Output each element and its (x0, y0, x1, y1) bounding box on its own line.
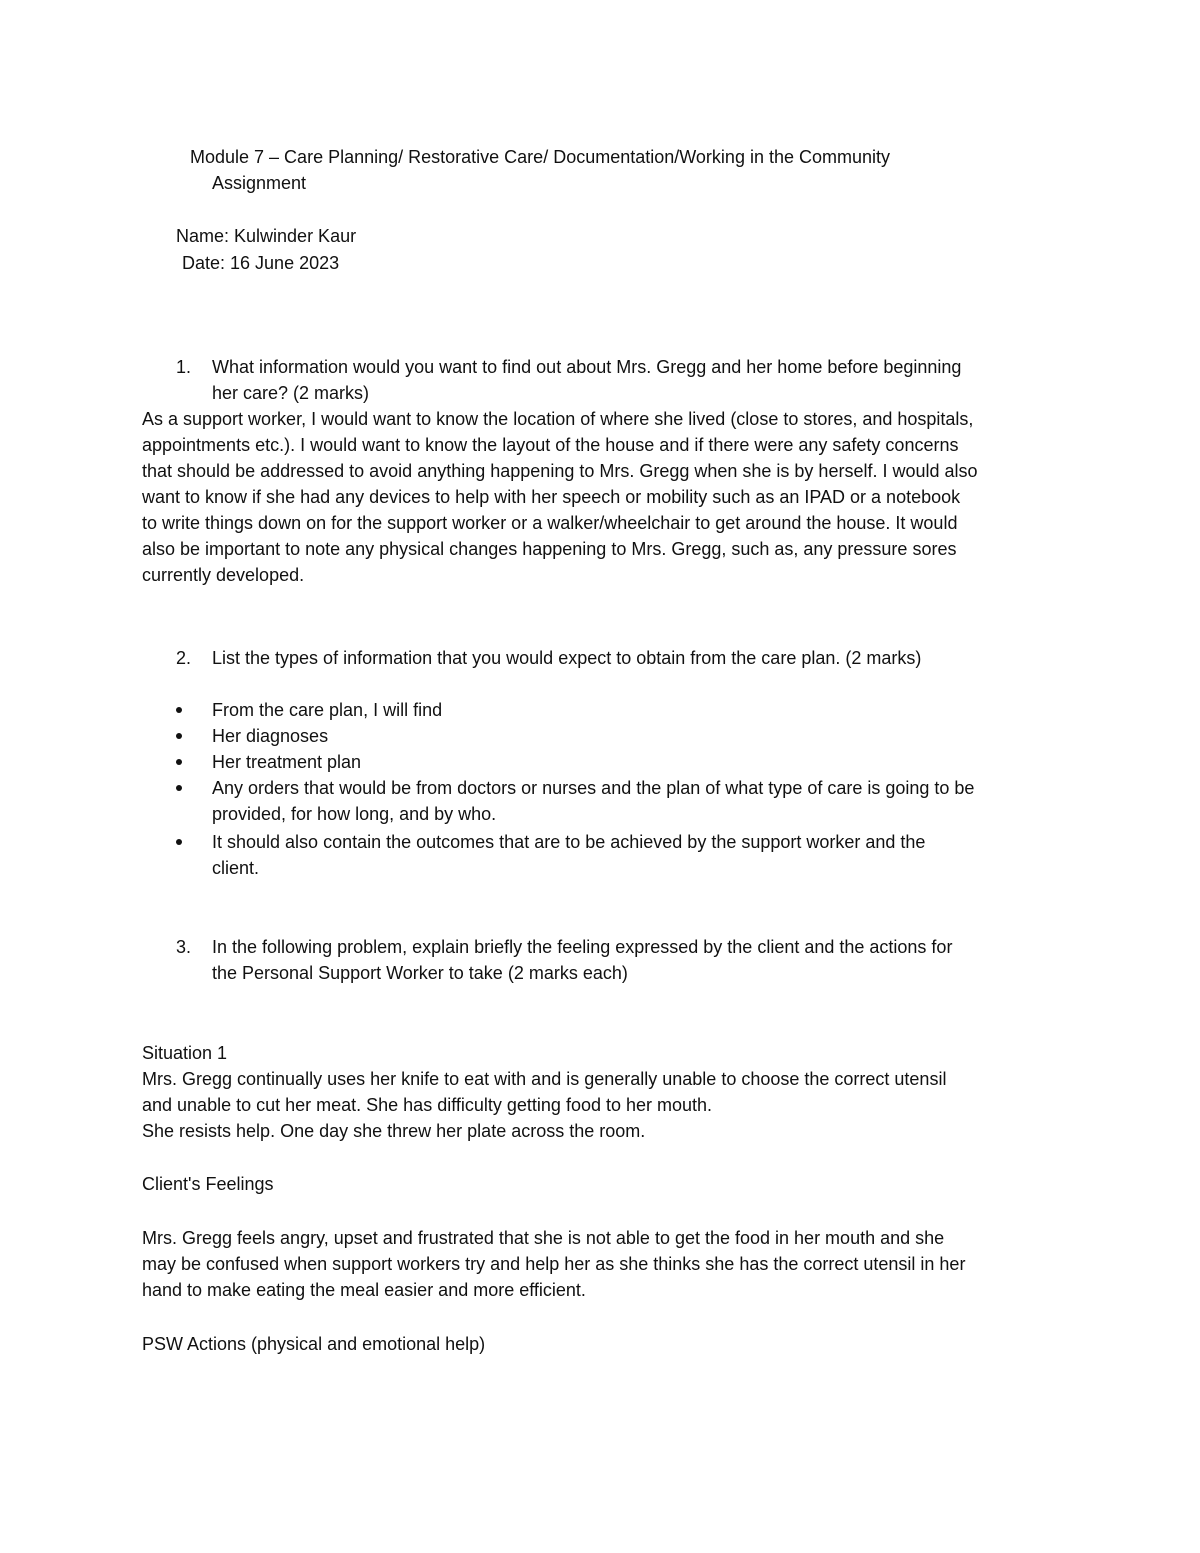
question-1-number: 1. (176, 357, 192, 377)
answer-line: currently developed. (142, 565, 305, 585)
question-line: the Personal Support Worker to take (2 marks each) (212, 963, 628, 983)
list-item: Her treatment plan (212, 752, 362, 772)
answer-line: want to know if she had any devices to help with her speech or mobility such as an IPAD or a notebook (142, 487, 961, 507)
list-item-line: It should also contain the outcomes that are to be achieved by the support worker and the (212, 832, 926, 852)
situation-line: Mrs. Gregg continually uses her knife to eat with and is generally unable to choose the correct utensil (142, 1069, 947, 1089)
list-item (212, 775, 974, 827)
answer-line: appointments etc.). I would want to know the layout of the house and if there were any safety concerns (142, 435, 959, 455)
situation-description (142, 1066, 946, 1144)
psw-actions-heading: PSW Actions (physical and emotional help) (142, 1334, 486, 1354)
question-2-text (212, 645, 921, 671)
question-1-answer (142, 406, 978, 588)
list-item-line: provided, for how long, and by who. (212, 804, 497, 824)
answer-line: also be important to note any physical changes happening to Mrs. Gregg, such as, any pressure sores (142, 539, 957, 559)
student-name: Name: Kulwinder Kaur (176, 226, 357, 246)
answer-line: As a support worker, I would want to know the location of where she lived (close to stores, and hospitals, (142, 409, 974, 429)
question-line: In the following problem, explain briefly the feeling expressed by the client and the actions for (212, 937, 953, 957)
answer-line: that should be addressed to avoid anything happening to Mrs. Gregg when she is by herself. I would also (142, 461, 978, 481)
list-item: Her diagnoses (212, 726, 329, 746)
feelings-line: may be confused when support workers try and help her as she thinks she has the correct utensil in her (142, 1254, 966, 1274)
client-feelings-heading: Client's Feelings (142, 1174, 274, 1194)
list-item-line: client. (212, 858, 260, 878)
client-feelings-answer (142, 1225, 965, 1303)
situation-line: She resists help. One day she threw her plate across the room. (142, 1121, 646, 1141)
list-item-line: Any orders that would be from doctors or nurses and the plan of what type of care is going to be (212, 778, 975, 798)
question-line: List the types of information that you would expect to obtain from the care plan. (2 marks) (212, 648, 922, 668)
question-3-text (212, 934, 952, 986)
answer-line: to write things down on for the support worker or a walker/wheelchair to get around the house. It would (142, 513, 958, 533)
document-title: Module 7 – Care Planning/ Restorative Care/ Documentation/Working in the Community (190, 147, 891, 167)
question-1-text (212, 354, 961, 406)
feelings-line: hand to make eating the meal easier and more efficient. (142, 1280, 586, 1300)
assignment-date: Date: 16 June 2023 (182, 253, 340, 273)
situation-line: and unable to cut her meat. She has difficulty getting food to her mouth. (142, 1095, 713, 1115)
bullet-icon (176, 733, 182, 739)
situation-heading: Situation 1 (142, 1043, 228, 1063)
question-3-number: 3. (176, 937, 192, 957)
question-2-number: 2. (176, 648, 192, 668)
feelings-line: Mrs. Gregg feels angry, upset and frustrated that she is not able to get the food in her mouth and she (142, 1228, 945, 1248)
document-title-continued: Assignment (212, 173, 307, 193)
bullet-icon (176, 759, 182, 765)
list-item: From the care plan, I will find (212, 700, 443, 720)
question-line: What information would you want to find out about Mrs. Gregg and her home before beginning (212, 357, 962, 377)
bullet-icon (176, 707, 182, 713)
bullet-icon (176, 839, 182, 845)
list-item (212, 829, 925, 881)
question-line: her care? (2 marks) (212, 383, 370, 403)
bullet-icon (176, 785, 182, 791)
